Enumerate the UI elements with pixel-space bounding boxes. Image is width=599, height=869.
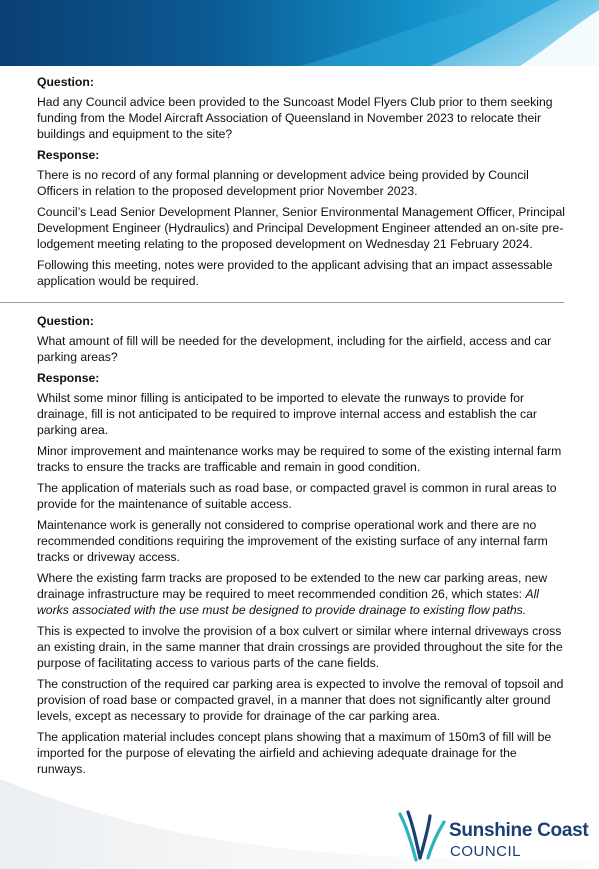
logo-name-text: Sunshine Coast <box>449 820 589 841</box>
sunshine-coast-council-logo <box>398 808 598 866</box>
qa-section-1 <box>37 74 565 289</box>
logo-sub-text: COUNCIL <box>450 843 522 860</box>
section-divider <box>0 302 564 303</box>
question-text: Had any Council advice been provided to the Suncoast Model Flyers Club prior to them seeking funding from the Model Aircraft Association of Queensland in November 2023 to relocate their buildings and equipment to the site? <box>37 95 553 141</box>
question-heading: Question: <box>37 75 94 89</box>
question-heading: Question: <box>37 314 94 328</box>
response-heading: Response: <box>37 148 100 162</box>
condition-paragraph <box>37 570 565 618</box>
condition-quote-text: All works associated with the use must be designed to provide drainage to existing flow paths. <box>37 587 539 617</box>
header-wave-graphic <box>0 0 599 66</box>
response-paragraph: The application material includes concept plans showing that a maximum of 150m3 of fill will be imported for the purpose of elevating the airfield and achieving adequate drainage for the runways. <box>37 730 552 776</box>
qa-section-2 <box>37 313 565 777</box>
document-body <box>37 74 565 782</box>
response-paragraph: This is expected to involve the provision of a box culvert or similar where internal driveways cross an existing drain, in the same manner that drain crossings are provided throughout the site for the purpose of facilitating access to various parts of the cane fields. <box>37 624 563 670</box>
response-paragraph: There is no record of any formal planning or development advice being provided by Council Officers in relation to the proposed development prior November 2023. <box>37 168 529 198</box>
sunshine-coast-wave-icon <box>398 808 448 864</box>
response-heading: Response: <box>37 371 100 385</box>
response-paragraph: The application of materials such as road base, or compacted gravel is common in rural areas to provide for the maintenance of suitable access. <box>37 481 557 511</box>
response-paragraph: Following this meeting, notes were provided to the applicant advising that an impact assessable application would be required. <box>37 258 553 288</box>
response-paragraph: The construction of the required car parking area is expected to involve the removal of topsoil and provision of road base or compacted gravel, in a manner that does not significantly alter ground levels, except as necessary to provide for drainage of the car parking area. <box>37 677 564 723</box>
condition-lead-text: Where the existing farm tracks are proposed to be extended to the new car parking areas, new drainage infrastructure may be required to meet recommended condition 26, which states: <box>37 571 548 601</box>
response-paragraph: Minor improvement and maintenance works may be required to some of the existing internal farm tracks to ensure the tracks are trafficable and remain in good condition. <box>37 444 562 474</box>
response-paragraph: Council’s Lead Senior Development Planner, Senior Environmental Management Officer, Principal Development Engineer (Hydraulics) and Principal Development Engineer attended an on-site pre-lodgement meeting relating to the proposed development on Wednesday 21 February 2024. <box>37 205 565 251</box>
response-paragraph: Maintenance work is generally not considered to comprise operational work and there are no recommended conditions requiring the improvement of the existing surface of any internal farm tracks or driveway access. <box>37 518 548 564</box>
header-banner <box>0 0 599 66</box>
question-text: What amount of fill will be needed for the development, including for the airfield, access and car parking areas? <box>37 334 552 364</box>
response-paragraph: Whilst some minor filling is anticipated to be imported to elevate the runways to provide for drainage, fill is not anticipated to be required to improve internal access and establish the car parking area. <box>37 391 537 437</box>
